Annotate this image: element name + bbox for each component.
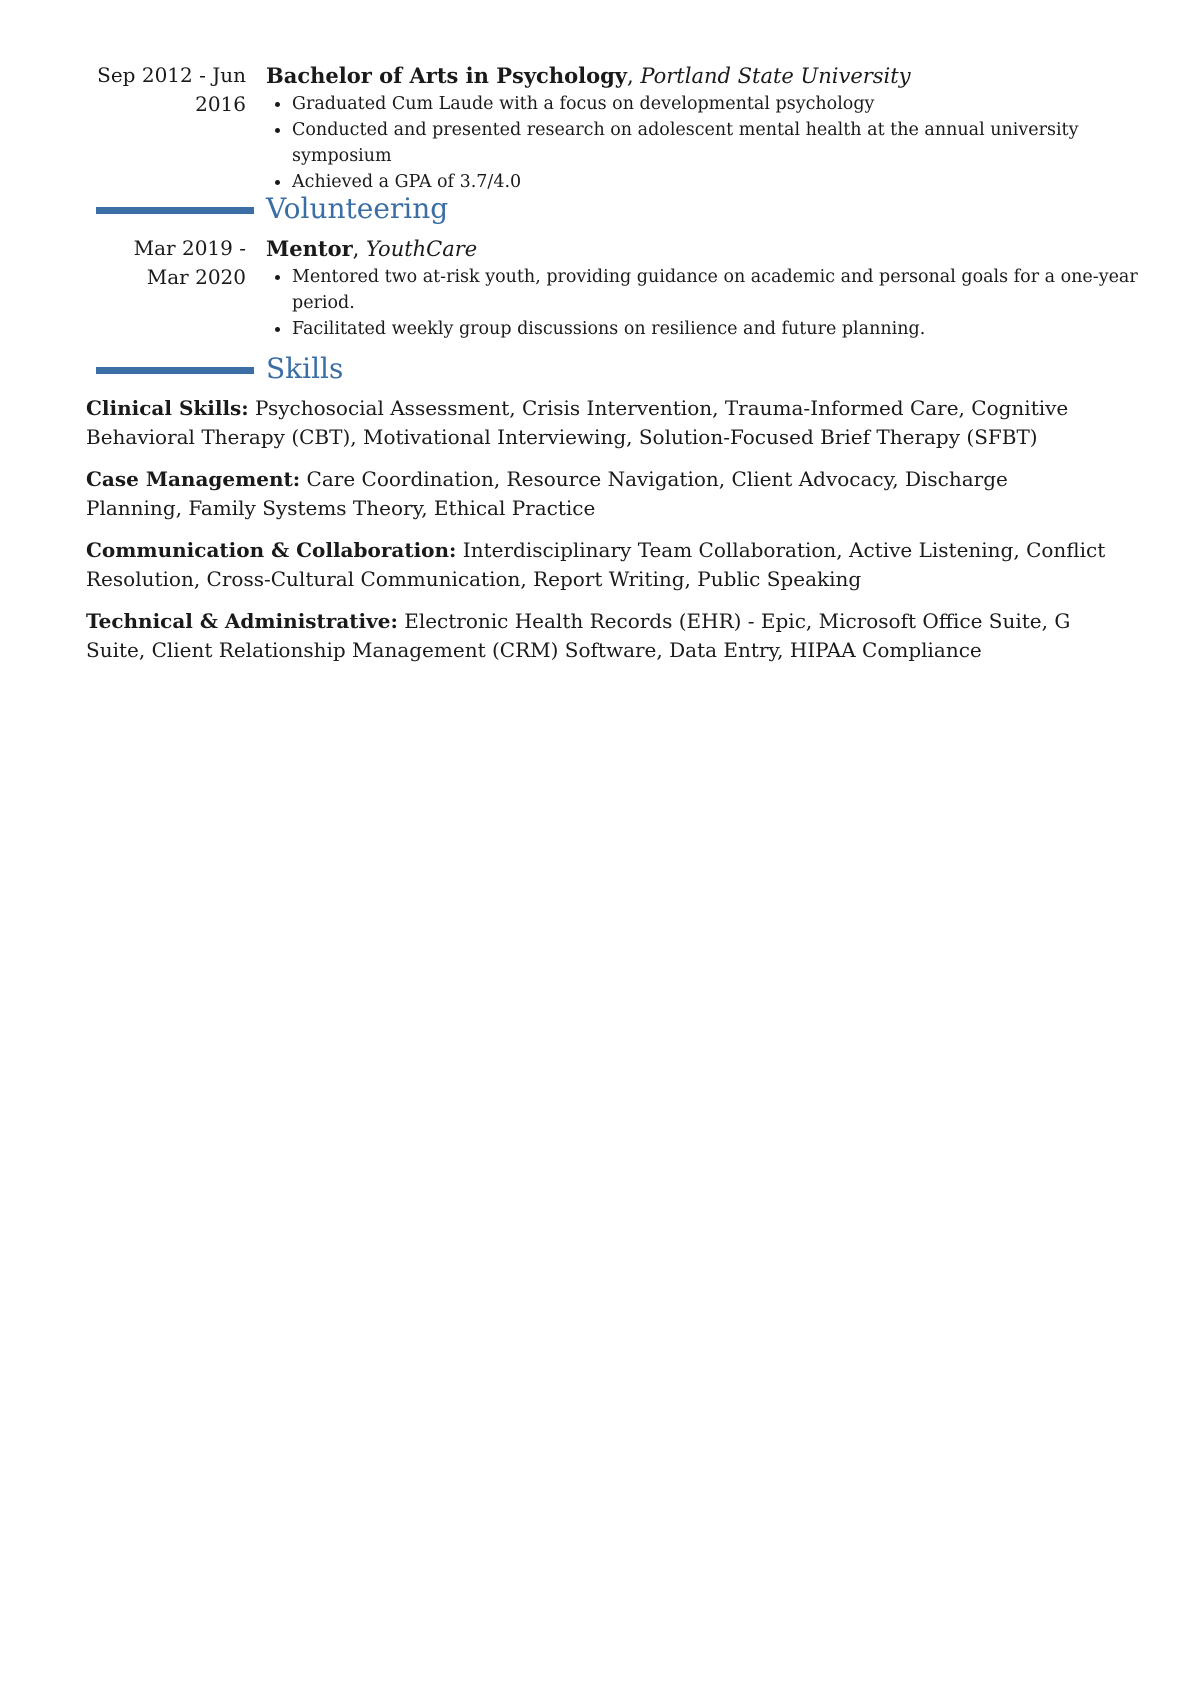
skill-text: Care Coordination, Resource Navigation, Client Advocacy, Discharge Planning, Family Systems Theory, Ethical Practice	[86, 467, 1008, 520]
education-body	[266, 61, 1166, 195]
skill-group-communication	[86, 536, 1106, 594]
volunteering-date: Mar 2019 - Mar 2020	[133, 236, 246, 289]
skill-label: Clinical Skills:	[86, 396, 249, 420]
skill-label: Case Management:	[86, 467, 301, 491]
skill-text: Interdisciplinary Team Collaboration, Active Listening, Conflict Resolution, Cross-Cultural Communication, Report Writing, Public Speaking	[86, 538, 1106, 591]
volunteering-section-header	[96, 192, 1096, 228]
section-title: Skills	[266, 352, 344, 385]
skills-list	[86, 394, 1106, 678]
section-title: Volunteering	[266, 192, 449, 225]
headline-separator: ,	[626, 64, 641, 88]
list-item: Conducted and presented research on adolescent mental health at the annual university symposium	[292, 117, 1166, 169]
education-bullets	[266, 91, 1166, 195]
school-name: Portland State University	[640, 64, 911, 88]
skill-label: Technical & Administrative:	[86, 609, 398, 633]
education-headline	[266, 61, 1166, 91]
role-title: Mentor	[266, 236, 353, 261]
volunteering-headline	[266, 234, 1166, 264]
headline-separator: ,	[352, 237, 367, 261]
section-rule	[96, 207, 254, 214]
education-date: Sep 2012 - Jun 2016	[97, 63, 246, 116]
list-item: Facilitated weekly group discussions on resilience and future planning.	[292, 316, 1166, 342]
degree-title: Bachelor of Arts in Psychology	[266, 63, 627, 88]
skill-group-technical	[86, 607, 1106, 665]
org-name: YouthCare	[366, 237, 478, 261]
volunteering-bullets	[266, 264, 1166, 342]
volunteering-body	[266, 234, 1166, 342]
section-rule	[96, 367, 254, 374]
skills-section-header	[96, 352, 1096, 388]
skill-group-clinical	[86, 394, 1106, 452]
list-item: Graduated Cum Laude with a focus on developmental psychology	[292, 91, 1166, 117]
list-item: Achieved a GPA of 3.7/4.0	[292, 169, 1166, 195]
skill-text: Electronic Health Records (EHR) - Epic, Microsoft Office Suite, G Suite, Client Relationship Management (CRM) Software, Data Entry, HIPAA Compliance	[86, 609, 1071, 662]
skill-text: Psychosocial Assessment, Crisis Intervention, Trauma-Informed Care, Cognitive Behavioral Therapy (CBT), Motivational Interviewing, Solution-Focused Brief Therapy (SFBT)	[86, 396, 1069, 449]
skill-label: Communication & Collaboration:	[86, 538, 457, 562]
list-item: Mentored two at-risk youth, providing guidance on academic and personal goals for a one-year period.	[292, 264, 1166, 316]
skill-group-case-management	[86, 465, 1106, 523]
